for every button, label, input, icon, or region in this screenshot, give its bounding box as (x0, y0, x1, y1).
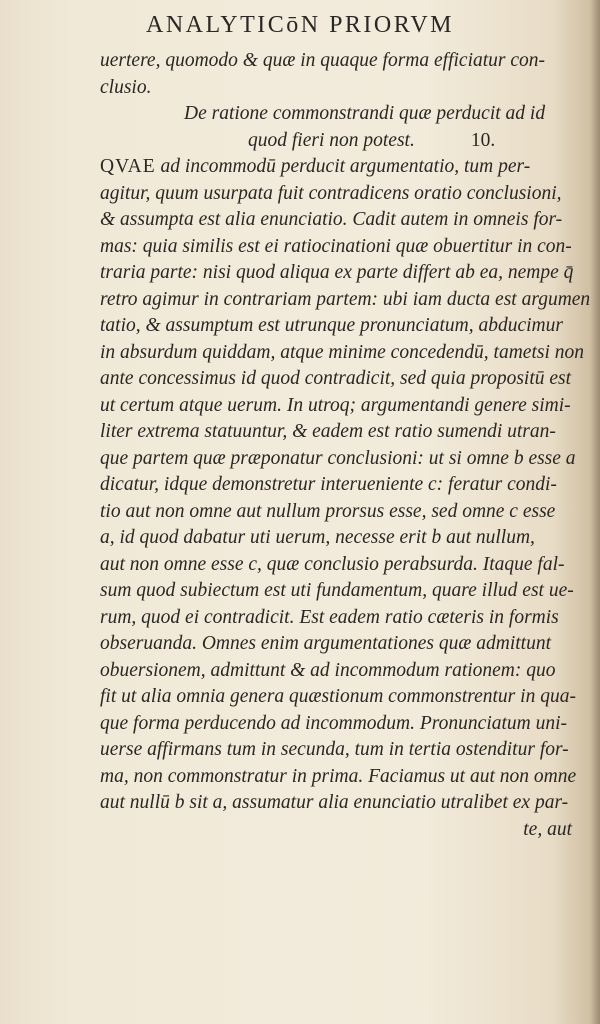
section-number: 10. (470, 129, 496, 151)
body-line: que partem quæ præponatur conclusioni: ut si omne b esse a (100, 447, 576, 469)
intro-line: clusio. (100, 76, 152, 98)
body-line: dicatur, idque demonstretur interueniente c: feratur condi- (100, 474, 557, 495)
body-line: sum quod subiectum est uti fundamentum, quare illud est ue- (100, 580, 574, 601)
text-block (100, 48, 592, 843)
body-line: obuersionem, admittunt & ad incommodum rationem: quo (100, 659, 556, 681)
body-line: traria parte: nisi quod aliqua ex parte differt ab ea, nempe q̄ (100, 262, 574, 283)
body-line: rum, quod ei contradicit. Est eadem ratio cæteris in formis (100, 606, 559, 628)
body-line: uerse affirmans tum in secunda, tum in tertia ostenditur for- (100, 739, 569, 760)
body-line: fit ut alia omnia genera quæstionum commonstrentur in qua- (100, 686, 576, 707)
section-heading-text: quod fieri non potest. (248, 129, 415, 151)
body-line: que forma perducendo ad incommodum. Pronunciatum uni- (100, 712, 568, 734)
body-line: tatio, & assumptum est utrunque pronunciatum, abducimur (100, 315, 563, 336)
body-line: ut certum atque uerum. In utroq; argumentandi genere simi- (100, 394, 571, 416)
section-heading-line-2 (100, 128, 592, 155)
body-line: aut non omne esse c, quæ conclusio perabsurda. Itaque fal- (100, 553, 565, 575)
body-line: aut nullū b sit a, assumatur alia enunciatio utralibet ex par- (100, 792, 569, 813)
body-line: a, id quod dabatur uti uerum, necesse erit b aut nullum, (100, 527, 535, 548)
initial-word: QVAE (100, 156, 156, 177)
body-line: agitur, quum usurpata fuit contradicens oratio conclusioni, (100, 182, 562, 204)
catchword: te, aut (523, 818, 572, 840)
opening-text: ad incommodū perducit argumentatio, tum per- (155, 156, 531, 177)
running-head: ANALYTICōN PRIORVM (145, 12, 454, 38)
body-line: obseruanda. Omnes enim argumentationes quæ admittunt (100, 633, 552, 654)
opening-line (100, 154, 592, 181)
intro-line: uertere, quomodo & quæ in quaque forma efficiatur con- (100, 50, 546, 71)
body-line: tio aut non omne aut nullum prorsus esse, sed omne c esse (100, 500, 556, 522)
body-line: ma, non commonstratur in prima. Faciamus ut aut non omne (100, 765, 577, 787)
body-paragraph (100, 181, 592, 817)
body-line: liter extrema statuuntur, & eadem est ratio sumendi utran- (100, 421, 556, 442)
body-line: in absurdum quiddam, atque minime concedendū, tametsi non (100, 341, 585, 363)
body-line: mas: quia similis est ei ratiocinationi quæ obuertitur in con- (100, 235, 572, 257)
section-heading-line-1: De ratione commonstrandi quæ perducit ad id (184, 103, 546, 124)
body-line: ante concessimus id quod contradicit, sed quia propositū est (100, 368, 572, 389)
body-line: & assumpta est alia enunciatio. Cadit autem in omneis for- (100, 209, 563, 230)
body-line: retro agimur in contrariam partem: ubi iam ducta est argumen (100, 288, 591, 310)
